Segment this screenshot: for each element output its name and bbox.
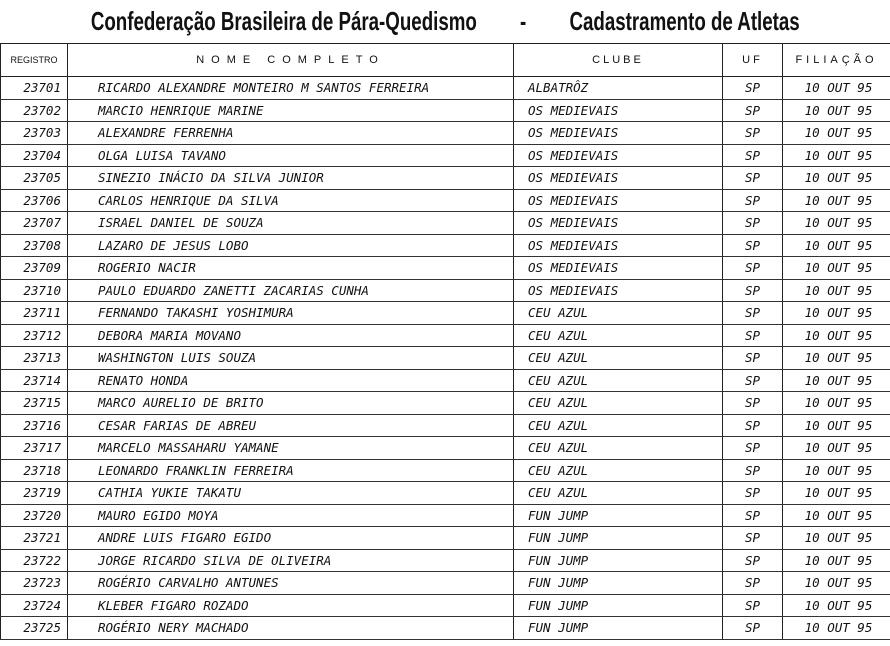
filiacao-cell: 10 OUT 95 xyxy=(783,392,890,415)
registro-cell: 23723 xyxy=(1,572,68,595)
title-subject: Cadastramento de Atletas xyxy=(569,6,800,36)
title-organization: Confederação Brasileira de Pára-Quedismo xyxy=(90,6,477,36)
table-row xyxy=(1,234,890,257)
table-row xyxy=(1,459,890,482)
registro-cell: 23724 xyxy=(1,594,68,617)
table-row xyxy=(1,347,890,370)
nome-cell: ROGÉRIO NERY MACHADO xyxy=(68,617,514,640)
nome-cell: ROGÉRIO CARVALHO ANTUNES xyxy=(68,572,514,595)
filiacao-cell: 10 OUT 95 xyxy=(783,527,890,550)
clube-cell: OS MEDIEVAIS xyxy=(514,144,723,167)
table-body xyxy=(1,77,890,640)
column-header-filiacao: FILIAÇÃO xyxy=(783,44,890,77)
filiacao-cell: 10 OUT 95 xyxy=(783,302,890,325)
table-row xyxy=(1,617,890,640)
filiacao-cell: 10 OUT 95 xyxy=(783,482,890,505)
filiacao-cell: 10 OUT 95 xyxy=(783,212,890,235)
uf-cell: SP xyxy=(723,414,783,437)
registro-cell: 23720 xyxy=(1,504,68,527)
registro-cell: 23725 xyxy=(1,617,68,640)
clube-cell: CEU AZUL xyxy=(514,347,723,370)
clube-cell: CEU AZUL xyxy=(514,324,723,347)
table-row xyxy=(1,572,890,595)
table-row xyxy=(1,279,890,302)
table-row xyxy=(1,212,890,235)
uf-cell: SP xyxy=(723,257,783,280)
registro-cell: 23709 xyxy=(1,257,68,280)
column-header-registro: REGISTRO xyxy=(1,44,68,77)
nome-cell: CESAR FARIAS DE ABREU xyxy=(68,414,514,437)
nome-cell: MARCELO MASSAHARU YAMANE xyxy=(68,437,514,460)
registro-cell: 23708 xyxy=(1,234,68,257)
filiacao-cell: 10 OUT 95 xyxy=(783,122,890,145)
clube-cell: CEU AZUL xyxy=(514,482,723,505)
table-row xyxy=(1,414,890,437)
nome-cell: RENATO HONDA xyxy=(68,369,514,392)
clube-cell: CEU AZUL xyxy=(514,302,723,325)
uf-cell: SP xyxy=(723,549,783,572)
filiacao-cell: 10 OUT 95 xyxy=(783,549,890,572)
clube-cell: CEU AZUL xyxy=(514,414,723,437)
clube-cell: OS MEDIEVAIS xyxy=(514,212,723,235)
table-row xyxy=(1,257,890,280)
registro-cell: 23710 xyxy=(1,279,68,302)
registro-cell: 23718 xyxy=(1,459,68,482)
clube-cell: OS MEDIEVAIS xyxy=(514,122,723,145)
nome-cell: LAZARO DE JESUS LOBO xyxy=(68,234,514,257)
filiacao-cell: 10 OUT 95 xyxy=(783,279,890,302)
nome-cell: CATHIA YUKIE TAKATU xyxy=(68,482,514,505)
filiacao-cell: 10 OUT 95 xyxy=(783,144,890,167)
table-row xyxy=(1,594,890,617)
nome-cell: PAULO EDUARDO ZANETTI ZACARIAS CUNHA xyxy=(68,279,514,302)
column-header-uf: UF xyxy=(723,44,783,77)
nome-cell: KLEBER FIGARO ROZADO xyxy=(68,594,514,617)
uf-cell: SP xyxy=(723,369,783,392)
clube-cell: FUN JUMP xyxy=(514,594,723,617)
table-header-row xyxy=(1,44,890,77)
registro-cell: 23701 xyxy=(1,77,68,100)
clube-cell: FUN JUMP xyxy=(514,549,723,572)
uf-cell: SP xyxy=(723,144,783,167)
uf-cell: SP xyxy=(723,617,783,640)
nome-cell: ISRAEL DANIEL DE SOUZA xyxy=(68,212,514,235)
nome-cell: OLGA LUISA TAVANO xyxy=(68,144,514,167)
uf-cell: SP xyxy=(723,99,783,122)
uf-cell: SP xyxy=(723,459,783,482)
uf-cell: SP xyxy=(723,347,783,370)
uf-cell: SP xyxy=(723,279,783,302)
filiacao-cell: 10 OUT 95 xyxy=(783,189,890,212)
table-row xyxy=(1,527,890,550)
nome-cell: MARCO AURELIO DE BRITO xyxy=(68,392,514,415)
table-row xyxy=(1,144,890,167)
athlete-registry-table xyxy=(0,43,890,640)
table-row xyxy=(1,189,890,212)
nome-cell: ROGERIO NACIR xyxy=(68,257,514,280)
clube-cell: FUN JUMP xyxy=(514,572,723,595)
nome-cell: SINEZIO INÁCIO DA SILVA JUNIOR xyxy=(68,167,514,190)
filiacao-cell: 10 OUT 95 xyxy=(783,77,890,100)
clube-cell: ALBATRÔZ xyxy=(514,77,723,100)
registro-cell: 23721 xyxy=(1,527,68,550)
registro-cell: 23719 xyxy=(1,482,68,505)
filiacao-cell: 10 OUT 95 xyxy=(783,459,890,482)
registro-cell: 23714 xyxy=(1,369,68,392)
clube-cell: OS MEDIEVAIS xyxy=(514,234,723,257)
filiacao-cell: 10 OUT 95 xyxy=(783,99,890,122)
nome-cell: FERNANDO TAKASHI YOSHIMURA xyxy=(68,302,514,325)
clube-cell: CEU AZUL xyxy=(514,459,723,482)
registro-cell: 23704 xyxy=(1,144,68,167)
clube-cell: OS MEDIEVAIS xyxy=(514,257,723,280)
registro-cell: 23705 xyxy=(1,167,68,190)
clube-cell: CEU AZUL xyxy=(514,392,723,415)
clube-cell: OS MEDIEVAIS xyxy=(514,167,723,190)
clube-cell: OS MEDIEVAIS xyxy=(514,189,723,212)
registro-cell: 23703 xyxy=(1,122,68,145)
filiacao-cell: 10 OUT 95 xyxy=(783,234,890,257)
registro-cell: 23706 xyxy=(1,189,68,212)
table-row xyxy=(1,324,890,347)
nome-cell: WASHINGTON LUIS SOUZA xyxy=(68,347,514,370)
uf-cell: SP xyxy=(723,527,783,550)
table-row xyxy=(1,77,890,100)
registro-cell: 23711 xyxy=(1,302,68,325)
nome-cell: ANDRE LUIS FIGARO EGIDO xyxy=(68,527,514,550)
filiacao-cell: 10 OUT 95 xyxy=(783,504,890,527)
document-header xyxy=(0,0,890,43)
table-row xyxy=(1,369,890,392)
uf-cell: SP xyxy=(723,122,783,145)
filiacao-cell: 10 OUT 95 xyxy=(783,437,890,460)
clube-cell: OS MEDIEVAIS xyxy=(514,99,723,122)
uf-cell: SP xyxy=(723,572,783,595)
column-header-nome: NOME COMPLETO xyxy=(68,44,514,77)
filiacao-cell: 10 OUT 95 xyxy=(783,369,890,392)
uf-cell: SP xyxy=(723,392,783,415)
nome-cell: CARLOS HENRIQUE DA SILVA xyxy=(68,189,514,212)
uf-cell: SP xyxy=(723,482,783,505)
filiacao-cell: 10 OUT 95 xyxy=(783,414,890,437)
clube-cell: FUN JUMP xyxy=(514,527,723,550)
uf-cell: SP xyxy=(723,504,783,527)
registro-cell: 23713 xyxy=(1,347,68,370)
table-row xyxy=(1,99,890,122)
clube-cell: OS MEDIEVAIS xyxy=(514,279,723,302)
filiacao-cell: 10 OUT 95 xyxy=(783,167,890,190)
uf-cell: SP xyxy=(723,189,783,212)
table-row xyxy=(1,549,890,572)
uf-cell: SP xyxy=(723,594,783,617)
uf-cell: SP xyxy=(723,167,783,190)
uf-cell: SP xyxy=(723,437,783,460)
nome-cell: DEBORA MARIA MOVANO xyxy=(68,324,514,347)
column-header-clube: CLUBE xyxy=(514,44,723,77)
table-row xyxy=(1,122,890,145)
clube-cell: CEU AZUL xyxy=(514,437,723,460)
clube-cell: CEU AZUL xyxy=(514,369,723,392)
nome-cell: JORGE RICARDO SILVA DE OLIVEIRA xyxy=(68,549,514,572)
table-row xyxy=(1,167,890,190)
filiacao-cell: 10 OUT 95 xyxy=(783,347,890,370)
uf-cell: SP xyxy=(723,234,783,257)
registro-cell: 23712 xyxy=(1,324,68,347)
registro-cell: 23722 xyxy=(1,549,68,572)
nome-cell: MARCIO HENRIQUE MARINE xyxy=(68,99,514,122)
clube-cell: FUN JUMP xyxy=(514,617,723,640)
filiacao-cell: 10 OUT 95 xyxy=(783,594,890,617)
clube-cell: FUN JUMP xyxy=(514,504,723,527)
table-row xyxy=(1,302,890,325)
filiacao-cell: 10 OUT 95 xyxy=(783,257,890,280)
registro-cell: 23702 xyxy=(1,99,68,122)
filiacao-cell: 10 OUT 95 xyxy=(783,617,890,640)
table-row xyxy=(1,482,890,505)
registro-cell: 23717 xyxy=(1,437,68,460)
uf-cell: SP xyxy=(723,302,783,325)
uf-cell: SP xyxy=(723,77,783,100)
filiacao-cell: 10 OUT 95 xyxy=(783,572,890,595)
registro-cell: 23716 xyxy=(1,414,68,437)
filiacao-cell: 10 OUT 95 xyxy=(783,324,890,347)
table-row xyxy=(1,437,890,460)
nome-cell: LEONARDO FRANKLIN FERREIRA xyxy=(68,459,514,482)
title-separator: - xyxy=(519,6,526,36)
table-row xyxy=(1,392,890,415)
nome-cell: MAURO EGIDO MOYA xyxy=(68,504,514,527)
page-title xyxy=(91,6,800,37)
uf-cell: SP xyxy=(723,212,783,235)
table-row xyxy=(1,504,890,527)
nome-cell: ALEXANDRE FERRENHA xyxy=(68,122,514,145)
registro-cell: 23707 xyxy=(1,212,68,235)
uf-cell: SP xyxy=(723,324,783,347)
registro-cell: 23715 xyxy=(1,392,68,415)
nome-cell: RICARDO ALEXANDRE MONTEIRO M SANTOS FERREIRA xyxy=(68,77,514,100)
